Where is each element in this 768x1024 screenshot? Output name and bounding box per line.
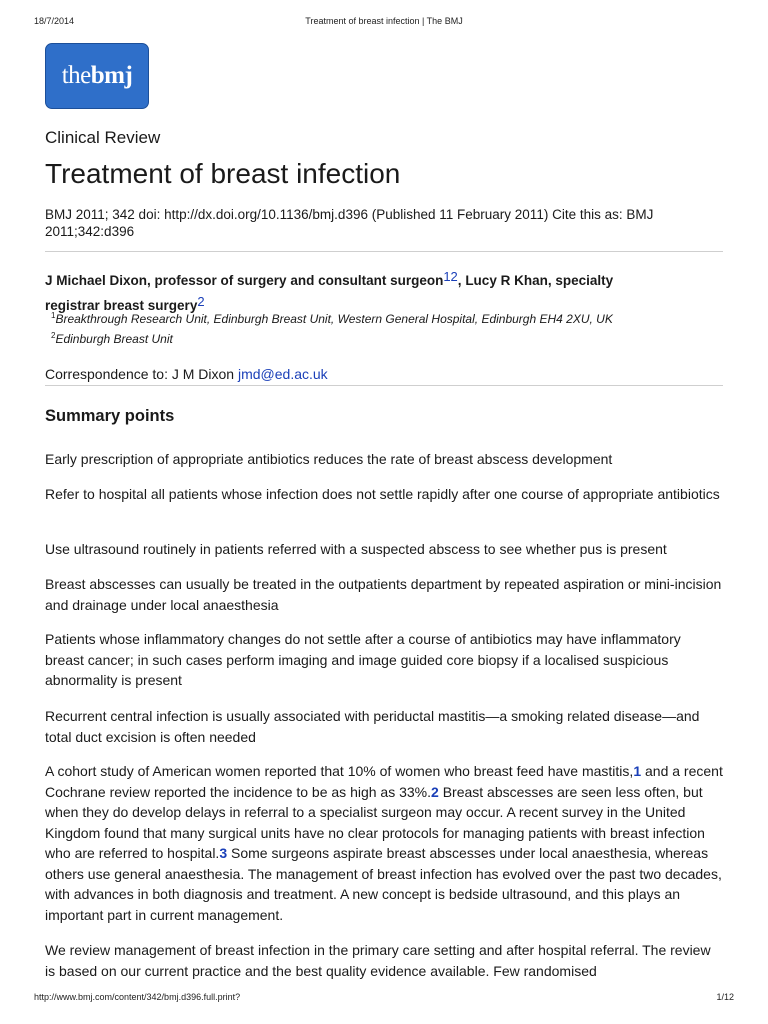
print-page-title: Treatment of breast infection | The BMJ <box>305 16 463 26</box>
summary-point: Patients whose inflammatory changes do not settle after a course of antibiotics may have inflammatory breast cancer; in such cases perform imaging and image guided core biopsy if a localised suspicious abnormality is present <box>45 631 681 688</box>
body-text: Breast abscesses are seen less often, but when they do develop delays in referral to a specialist surgeon may occur. A recent survey in the United Kingdom found that many surgical units have no clear protocols for managing patients with breast infection who are referred to hospital. <box>45 783 705 861</box>
affiliation-text: Breakthrough Research Unit, Edinburgh Breast Unit, Western General Hospital, Edinburgh EH4 2XU, UK <box>55 312 613 326</box>
print-footer <box>34 992 734 1006</box>
body-paragraph: We review management of breast infection in the primary care setting and after hospital referral. The review is based on our current practice and the best quality evidence available. Few randomised <box>45 942 711 979</box>
author-khan-affiliation-ref[interactable]: 2 <box>197 294 205 309</box>
print-url: http://www.bmj.com/content/342/bmj.d396.full.print? <box>34 992 241 1002</box>
article-section-label: Clinical Review <box>45 128 161 147</box>
author-khan-line2: registrar breast surgery <box>45 298 198 313</box>
body-text: Some surgeons aspirate breast abscesses under local anaesthesia, whereas others use general anaesthesia. The management of breast infection has evolved over the past two decades, with advances in both diagnosis and treatment. A new concept is bedside ultrasound, and this plays an important part in current management. <box>45 845 722 923</box>
reference-link[interactable]: 3 <box>219 845 228 861</box>
summary-point: Recurrent central infection is usually associated with periductal mastitis—a smoking related disease—and total duct excision is often needed <box>45 708 700 745</box>
author-separator: , <box>457 273 466 288</box>
body-paragraph <box>45 761 723 925</box>
summary-point: Refer to hospital all patients whose infection does not settle rapidly after one course of appropriate antibiotics <box>45 486 720 502</box>
reference-link[interactable]: 1 <box>633 763 642 779</box>
print-date: 18/7/2014 <box>34 16 75 26</box>
logo-text-bmj: bmj <box>90 62 133 89</box>
article-title: Treatment of breast infection <box>45 158 401 189</box>
body-text: A cohort study of American women reported that 10% of women who breast feed have mastitis, <box>45 763 634 779</box>
summary-heading: Summary points <box>45 407 175 425</box>
author-dixon-affiliation-ref[interactable]: 12 <box>443 269 458 284</box>
body-text: and a recent Cochrane review reported the incidence to be as high as 33%. <box>45 763 723 800</box>
author-khan-line1: Lucy R Khan, specialty <box>465 273 614 288</box>
summary-point: Use ultrasound routinely in patients referred with a suspected abscess to see whether pus is present <box>45 541 667 557</box>
affiliation-number: 1 <box>51 311 56 320</box>
author-list <box>45 266 723 316</box>
affiliation-2 <box>51 331 173 346</box>
logo-text-the: the <box>61 62 91 89</box>
affiliation-1 <box>51 311 613 326</box>
author-dixon: J Michael Dixon, professor of surgery and consultant surgeon <box>45 273 444 288</box>
correspondence-email-link[interactable]: jmd@ed.ac.uk <box>237 366 328 382</box>
affiliation-number: 2 <box>51 331 56 340</box>
affiliation-text: Edinburgh Breast Unit <box>55 332 173 346</box>
reference-link[interactable]: 2 <box>431 783 439 800</box>
divider <box>45 251 723 252</box>
bmj-logo[interactable] <box>45 43 149 109</box>
article-citation: BMJ 2011; 342 doi: http://dx.doi.org/10.1136/bmj.d396 (Published 11 February 2011) Cite this as: BMJ 2011;342:d396 <box>45 207 654 239</box>
divider <box>45 385 723 386</box>
page-number: 1/12 <box>716 992 734 1002</box>
correspondence <box>45 366 328 382</box>
print-header <box>34 16 734 30</box>
correspondence-label: Correspondence to: J M Dixon <box>45 366 238 382</box>
summary-point: Breast abscesses can usually be treated in the outpatients department by repeated aspiration or mini-incision and drainage under local anaesthesia <box>45 576 722 613</box>
summary-point: Early prescription of appropriate antibiotics reduces the rate of breast abscess development <box>45 451 613 467</box>
